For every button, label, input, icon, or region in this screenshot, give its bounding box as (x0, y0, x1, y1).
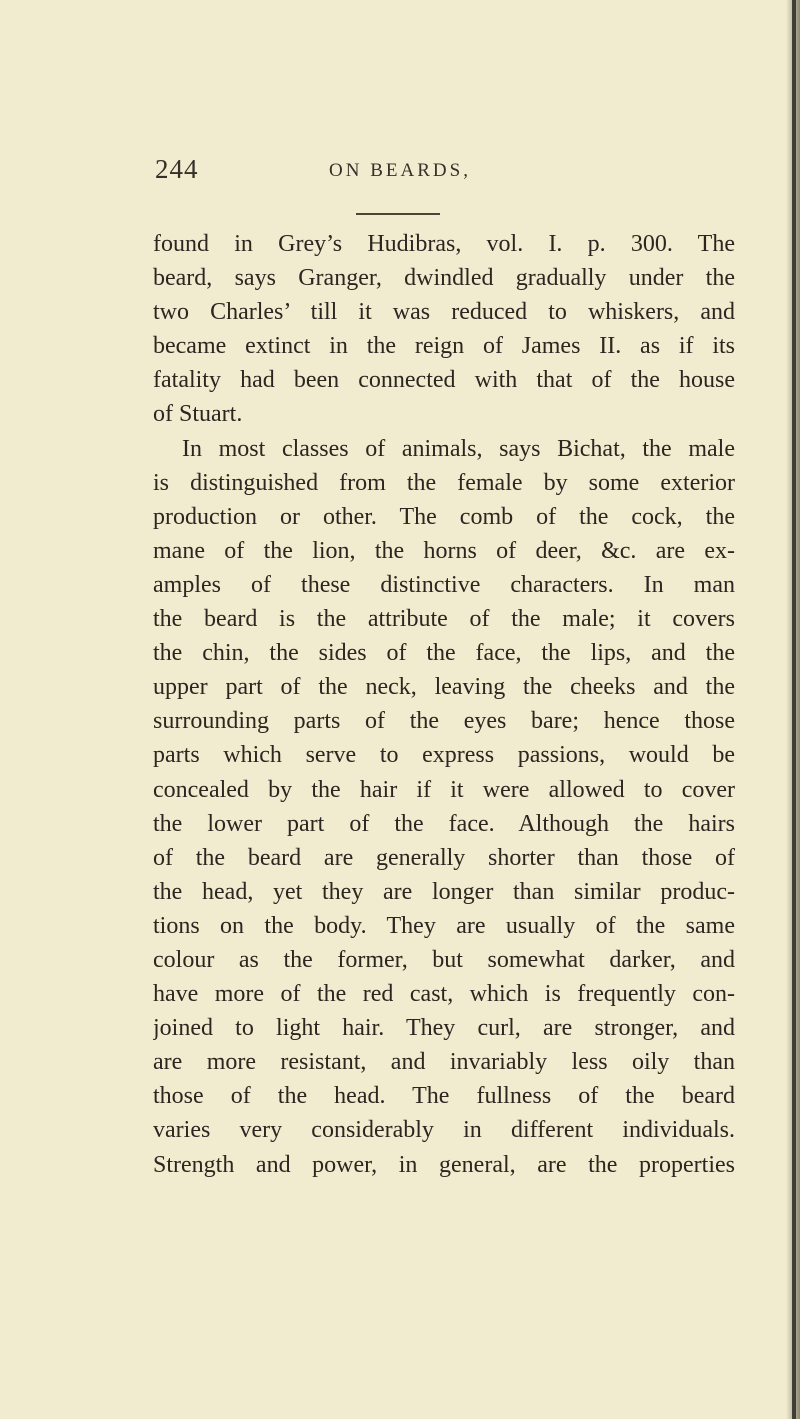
text-line: those of the head. The fullness of the beard (153, 1083, 735, 1110)
text-line: surrounding parts of the eyes bare; hence those (153, 708, 735, 735)
text-line: concealed by the hair if it were allowed to cover (153, 776, 735, 803)
text-line: the lower part of the face. Although the hairs (153, 810, 735, 837)
text-line: In most classes of animals, says Bichat, the male (182, 435, 735, 462)
text-line: the head, yet they are longer than similar produc- (153, 878, 735, 905)
text-line: colour as the former, but somewhat darker, and (153, 946, 735, 973)
text-line: amples of these distinctive characters. In man (153, 571, 735, 598)
text-line: beard, says Granger, dwindled gradually under the (153, 265, 735, 292)
text-line: varies very considerably in different individuals. (153, 1117, 735, 1144)
text-line: two Charles’ till it was reduced to whiskers, and (153, 299, 735, 326)
text-line: fatality had been connected with that of the house (153, 367, 735, 394)
text-line: joined to light hair. They curl, are stronger, and (153, 1015, 735, 1042)
text-line: tions on the body. They are usually of the same (153, 912, 735, 939)
text-line: production or other. The comb of the cock, the (153, 503, 735, 530)
text-line: are more resistant, and invariably less oily than (153, 1049, 735, 1076)
page-edge-line (792, 0, 796, 1419)
text-line: the beard is the attribute of the male; it covers (153, 606, 735, 633)
text-line: upper part of the neck, leaving the cheeks and the (153, 674, 735, 701)
text-line: mane of the lion, the horns of deer, &c. are ex- (153, 537, 735, 564)
text-line: is distinguished from the female by some exterior (153, 469, 735, 496)
text-line: Strength and power, in general, are the properties (153, 1151, 735, 1178)
text-line: the chin, the sides of the face, the lips, and the (153, 640, 735, 667)
text-line: of the beard are generally shorter than those of (153, 844, 735, 871)
body-text (153, 227, 735, 1182)
text-line: have more of the red cast, which is frequently con- (153, 981, 735, 1008)
text-line: parts which serve to express passions, would be (153, 742, 735, 769)
page-number: 244 (155, 154, 199, 184)
running-title: ON BEARDS, (329, 160, 471, 181)
text-line: found in Grey’s Hudibras, vol. I. p. 300. The (153, 231, 735, 257)
text-line: of Stuart. (153, 401, 243, 428)
running-head (0, 154, 800, 194)
text-line: became extinct in the reign of James II. as if its (153, 333, 735, 360)
header-rule (356, 213, 440, 215)
